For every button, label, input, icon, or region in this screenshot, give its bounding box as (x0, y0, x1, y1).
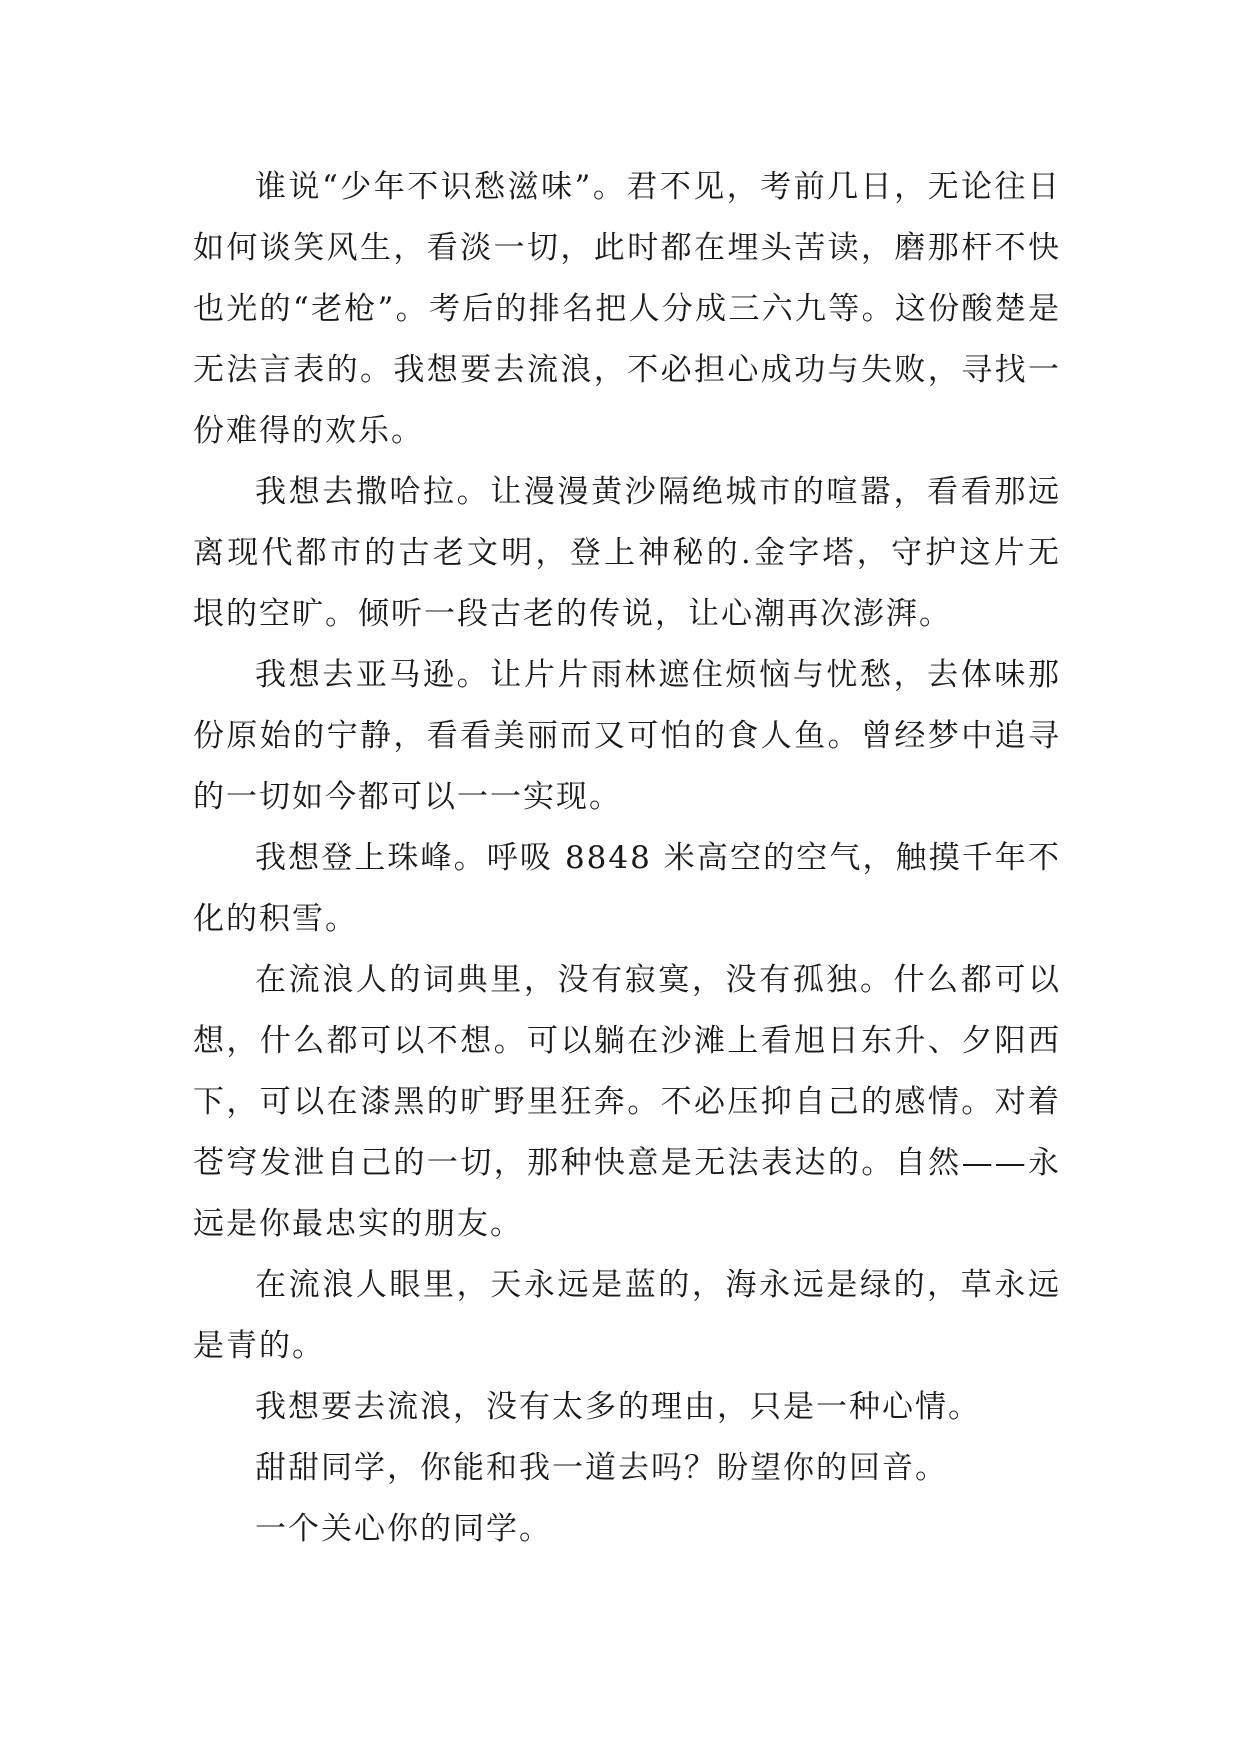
paragraph-7: 我想要去流浪，没有太多的理由，只是一种心情。 (255, 1389, 981, 1425)
paragraph-2: 我想去撒哈拉。让漫漫黄沙隔绝城市的喧嚣，看看那远离现代都市的古老文明，登上神秘的.金字塔，守护这片无垠的空旷。倾听一段古老的传说，让心潮再次澎湃。 (193, 474, 1061, 632)
signature-line: 一个关心你的同学。 (255, 1511, 552, 1547)
paragraph-6: 在流浪人眼里，天永远是蓝的，海永远是绿的，草永远是青的。 (193, 1267, 1061, 1364)
document-body (193, 157, 1061, 1560)
paragraph-1: 谁说“少年不识愁滋味”。君不见，考前几日，无论往日如何谈笑风生，看淡一切，此时都在埋头苦读，磨那杆不快也光的“老枪”。考后的排名把人分成三六九等。这份酸楚是无法言表的。我想要去流浪，不必担心成功与失败，寻找一份难得的欢乐。 (193, 169, 1061, 449)
paragraph-5: 在流浪人的词典里，没有寂寞，没有孤独。什么都可以想，什么都可以不想。可以躺在沙滩上看旭日东升、夕阳西下，可以在漆黑的旷野里狂奔。不必压抑自己的感情。对着苍穹发泄自己的一切，那种快意是无法表达的。自然——永远是你最忠实的朋友。 (193, 962, 1061, 1242)
paragraph-3: 我想去亚马逊。让片片雨林遮住烦恼与忧愁，去体味那份原始的宁静，看看美丽而又可怕的食人鱼。曾经梦中追寻的一切如今都可以一一实现。 (193, 657, 1061, 815)
paragraph-8: 甜甜同学，你能和我一道去吗？盼望你的回音。 (255, 1450, 948, 1486)
paragraph-4: 我想登上珠峰。呼吸 8848 米高空的空气，触摸千年不化的积雪。 (193, 840, 1061, 937)
